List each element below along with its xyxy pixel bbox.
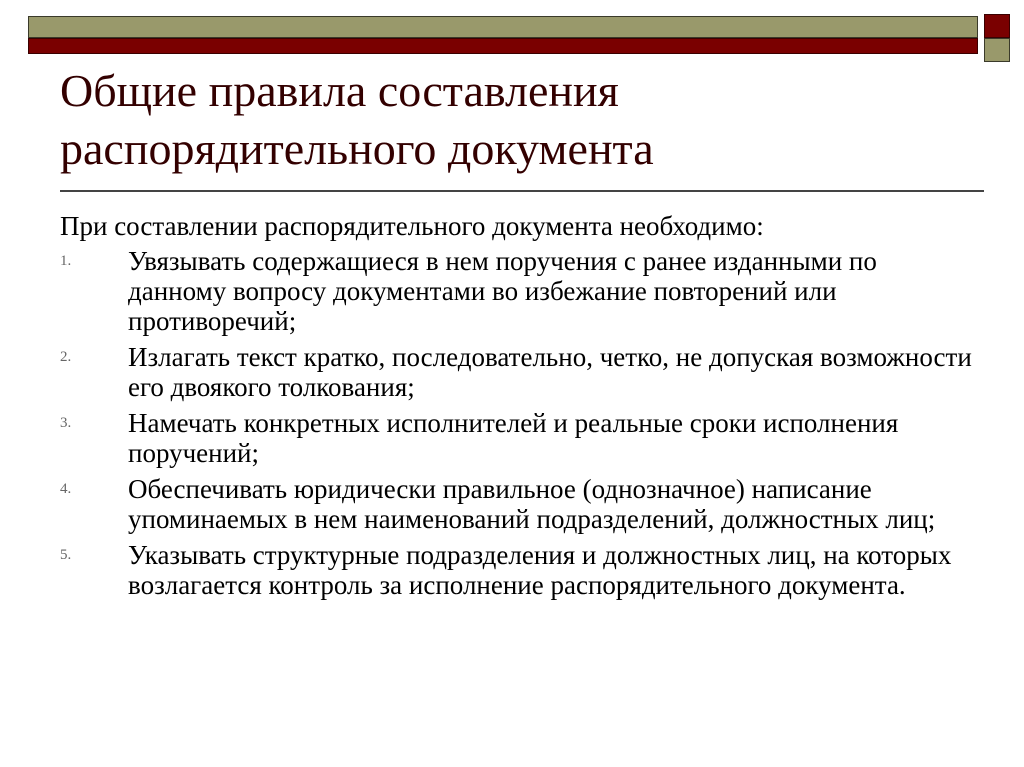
list-item xyxy=(60,408,980,468)
intro-text: При составлении распорядительного документа необходимо: xyxy=(60,211,764,241)
list-item xyxy=(60,246,980,336)
list-item-text: Обеспечивать юридически правильное (однозначное) написание упоминаемых в нем наименований подразделений, должностных лиц; xyxy=(128,474,936,534)
corner-square-olive xyxy=(984,38,1010,62)
list-item-text: Намечать конкретных исполнителей и реальные сроки исполнения поручений; xyxy=(128,408,899,468)
rules-list xyxy=(60,246,980,600)
title-divider xyxy=(60,190,984,192)
header-band-olive xyxy=(28,16,978,38)
list-item-text: Указывать структурные подразделения и должностных лиц, на которых возлагается контроль за исполнение распорядительного документа. xyxy=(128,540,952,600)
header-band-red xyxy=(28,38,978,54)
list-item-number: 5. xyxy=(60,547,72,563)
list-item-number: 3. xyxy=(60,415,72,431)
list-item-text: Излагать текст кратко, последовательно, четко, не допуская возможности его двоякого толкования; xyxy=(128,342,972,402)
slide-title: Общие правила составления распорядительного документа xyxy=(60,65,654,174)
list-item xyxy=(60,342,980,402)
list-item xyxy=(60,540,980,600)
list-item xyxy=(60,474,980,534)
list-item-number: 4. xyxy=(60,481,72,497)
list-item-text: Увязывать содержащиеся в нем поручения с ранее изданными по данному вопросу документами во избежание повторений или противоречий; xyxy=(128,246,877,336)
slide-body xyxy=(60,210,980,606)
list-item-number: 1. xyxy=(60,253,72,269)
corner-square-red xyxy=(984,14,1010,38)
list-item-number: 2. xyxy=(60,349,72,365)
